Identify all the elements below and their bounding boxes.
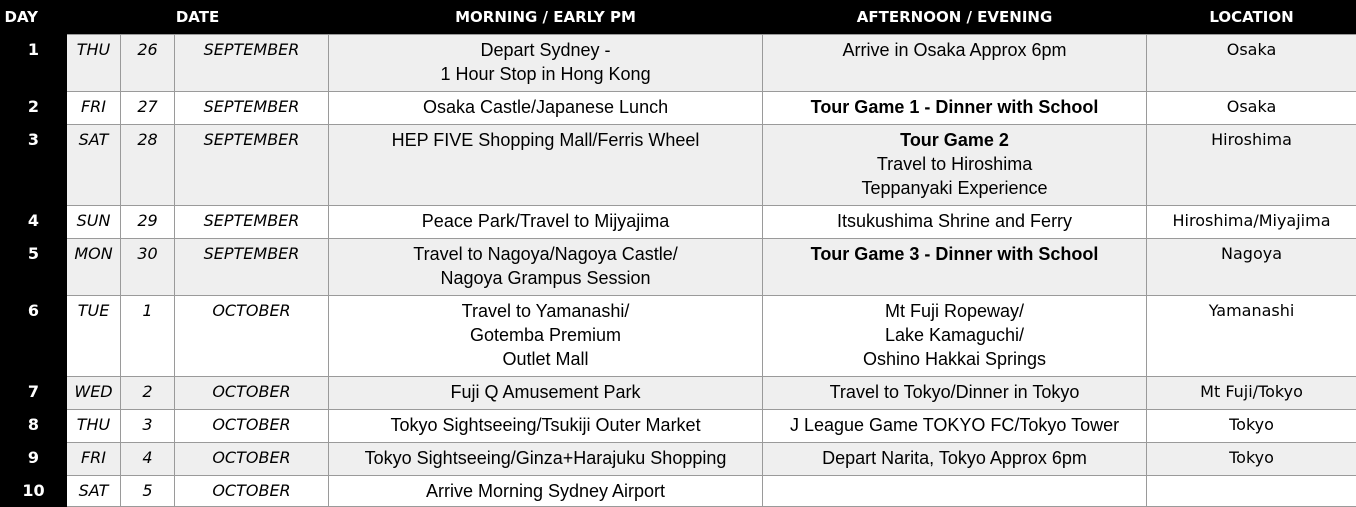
header-location: LOCATION	[1147, 0, 1356, 35]
afternoon-activity-bold-line: Tour Game 2	[767, 128, 1142, 152]
afternoon-activity	[763, 410, 1147, 443]
day-number: 8	[1, 410, 67, 443]
date-number: 3	[121, 410, 175, 443]
afternoon-activity-bold-line: Tour Game 3 - Dinner with School	[767, 242, 1142, 266]
morning-activity-line: 1 Hour Stop in Hong Kong	[333, 62, 758, 86]
morning-activity	[329, 296, 763, 377]
afternoon-activity-line: Lake Kamaguchi/	[767, 323, 1142, 347]
morning-activity-line: Osaka Castle/Japanese Lunch	[333, 95, 758, 119]
day-number: 3	[1, 125, 67, 206]
header-afternoon: AFTERNOON / EVENING	[763, 0, 1147, 35]
month: OCTOBER	[175, 410, 329, 443]
weekday: THU	[67, 35, 121, 92]
date-number: 29	[121, 206, 175, 239]
afternoon-activity-line: Depart Narita, Tokyo Approx 6pm	[767, 446, 1142, 470]
weekday: SAT	[67, 125, 121, 206]
date-number: 27	[121, 92, 175, 125]
weekday: THU	[67, 410, 121, 443]
date-number: 4	[121, 443, 175, 476]
morning-activity-line: Arrive Morning Sydney Airport	[333, 479, 758, 503]
table-row	[1, 92, 1356, 125]
location	[1147, 476, 1356, 507]
weekday: MON	[67, 239, 121, 296]
afternoon-activity	[763, 125, 1147, 206]
afternoon-activity	[763, 239, 1147, 296]
weekday: WED	[67, 377, 121, 410]
location: Tokyo	[1147, 443, 1356, 476]
afternoon-activity	[763, 443, 1147, 476]
morning-activity-line: Depart Sydney -	[333, 38, 758, 62]
location: Hiroshima	[1147, 125, 1356, 206]
month: OCTOBER	[175, 296, 329, 377]
morning-activity-line: Fuji Q Amusement Park	[333, 380, 758, 404]
table-body	[1, 35, 1356, 507]
day-number: 4	[1, 206, 67, 239]
morning-activity	[329, 206, 763, 239]
morning-activity-line: HEP FIVE Shopping Mall/Ferris Wheel	[333, 128, 758, 152]
morning-activity	[329, 92, 763, 125]
afternoon-activity-line: Mt Fuji Ropeway/	[767, 299, 1142, 323]
morning-activity	[329, 476, 763, 507]
date-number: 28	[121, 125, 175, 206]
morning-activity	[329, 35, 763, 92]
month: SEPTEMBER	[175, 92, 329, 125]
header-day: DAY	[1, 0, 67, 35]
afternoon-activity-line: Oshino Hakkai Springs	[767, 347, 1142, 371]
location: Osaka	[1147, 35, 1356, 92]
day-number: 10	[1, 476, 67, 507]
morning-activity	[329, 377, 763, 410]
table-row	[1, 410, 1356, 443]
afternoon-activity-line: Arrive in Osaka Approx 6pm	[767, 38, 1142, 62]
morning-activity-line: Tokyo Sightseeing/Tsukiji Outer Market	[333, 413, 758, 437]
weekday: SUN	[67, 206, 121, 239]
afternoon-activity	[763, 92, 1147, 125]
location: Nagoya	[1147, 239, 1356, 296]
table-row	[1, 443, 1356, 476]
day-number: 5	[1, 239, 67, 296]
table-row	[1, 125, 1356, 206]
date-number: 26	[121, 35, 175, 92]
location: Tokyo	[1147, 410, 1356, 443]
morning-activity	[329, 410, 763, 443]
table-row	[1, 476, 1356, 507]
afternoon-activity	[763, 296, 1147, 377]
morning-activity-line: Travel to Yamanashi/	[333, 299, 758, 323]
morning-activity-line: Nagoya Grampus Session	[333, 266, 758, 290]
morning-activity-line: Tokyo Sightseeing/Ginza+Harajuku Shopping	[333, 446, 758, 470]
table-row	[1, 239, 1356, 296]
day-number: 9	[1, 443, 67, 476]
day-number: 2	[1, 92, 67, 125]
date-number: 2	[121, 377, 175, 410]
location: Yamanashi	[1147, 296, 1356, 377]
table-row	[1, 377, 1356, 410]
afternoon-activity	[763, 476, 1147, 507]
day-number: 6	[1, 296, 67, 377]
morning-activity	[329, 125, 763, 206]
date-number: 30	[121, 239, 175, 296]
month: SEPTEMBER	[175, 35, 329, 92]
afternoon-activity-line: J League Game TOKYO FC/Tokyo Tower	[767, 413, 1142, 437]
weekday: SAT	[67, 476, 121, 507]
table-row	[1, 35, 1356, 92]
month: SEPTEMBER	[175, 125, 329, 206]
morning-activity-line: Travel to Nagoya/Nagoya Castle/	[333, 242, 758, 266]
afternoon-activity-line: Travel to Hiroshima	[767, 152, 1142, 176]
day-number: 7	[1, 377, 67, 410]
afternoon-activity-line: Teppanyaki Experience	[767, 176, 1142, 200]
date-number: 5	[121, 476, 175, 507]
table-row	[1, 296, 1356, 377]
location: Hiroshima/Miyajima	[1147, 206, 1356, 239]
afternoon-activity-bold-line: Tour Game 1 - Dinner with School	[767, 95, 1142, 119]
morning-activity-line: Peace Park/Travel to Mijyajima	[333, 209, 758, 233]
morning-activity-line: Gotemba Premium	[333, 323, 758, 347]
morning-activity	[329, 239, 763, 296]
weekday: FRI	[67, 443, 121, 476]
morning-activity	[329, 443, 763, 476]
header-date: DATE	[67, 0, 329, 35]
location: Osaka	[1147, 92, 1356, 125]
location: Mt Fuji/Tokyo	[1147, 377, 1356, 410]
afternoon-activity-line: Travel to Tokyo/Dinner in Tokyo	[767, 380, 1142, 404]
weekday: TUE	[67, 296, 121, 377]
morning-activity-line: Outlet Mall	[333, 347, 758, 371]
afternoon-activity	[763, 377, 1147, 410]
afternoon-activity	[763, 35, 1147, 92]
month: OCTOBER	[175, 377, 329, 410]
weekday: FRI	[67, 92, 121, 125]
month: OCTOBER	[175, 476, 329, 507]
afternoon-activity-line: Itsukushima Shrine and Ferry	[767, 209, 1142, 233]
month: SEPTEMBER	[175, 239, 329, 296]
afternoon-activity	[763, 206, 1147, 239]
header-morning: MORNING / EARLY PM	[329, 0, 763, 35]
table-row	[1, 206, 1356, 239]
day-number: 1	[1, 35, 67, 92]
table-header	[1, 0, 1356, 35]
month: OCTOBER	[175, 443, 329, 476]
date-number: 1	[121, 296, 175, 377]
month: SEPTEMBER	[175, 206, 329, 239]
